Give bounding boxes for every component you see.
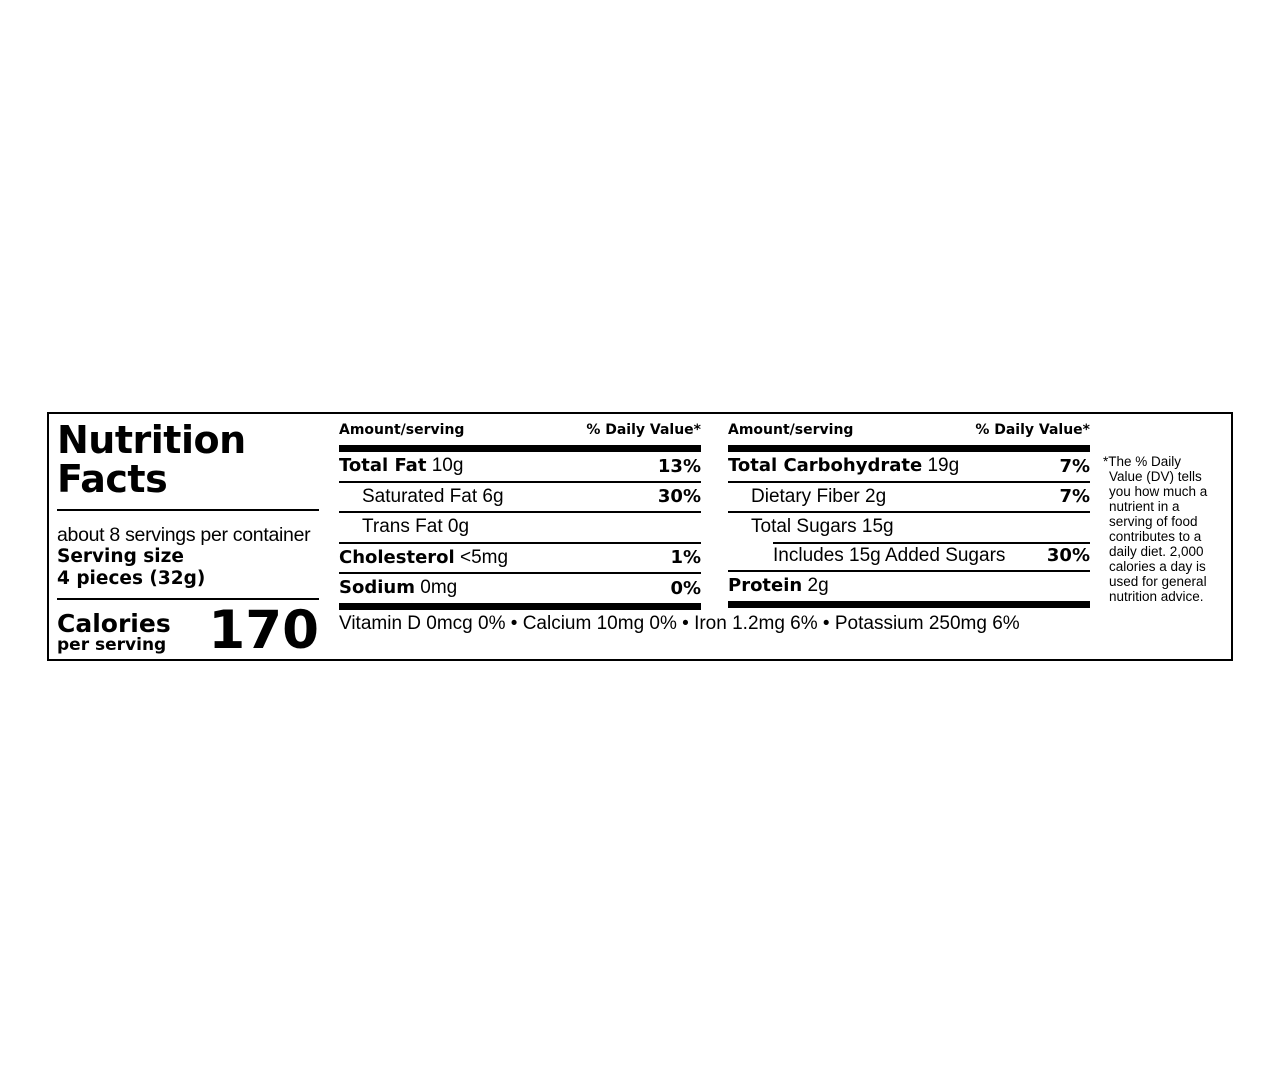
- nutrient-amount: 0g: [447, 516, 470, 538]
- nutrient-amount: 6g: [482, 485, 504, 507]
- column-header: [339, 414, 701, 445]
- nutrient-dv: 1%: [670, 547, 701, 569]
- nutrient-name: Total Carbohydrate: [728, 455, 923, 477]
- nutrient-row-dietary-fiber: [728, 483, 1090, 514]
- footnote-line: you how much a: [1109, 484, 1208, 499]
- nutrient-row-added-sugars: [728, 542, 1090, 573]
- nutrient-dv: 7%: [1059, 455, 1090, 477]
- footnote-line: contributes to a: [1109, 529, 1202, 544]
- serving-size-label: Serving size: [57, 546, 184, 567]
- nutrient-amount: 19g: [927, 455, 960, 477]
- nutrient-name: Total Sugars: [751, 516, 857, 538]
- nutrient-name: Cholesterol: [339, 546, 455, 568]
- nutrient-dv: 0%: [670, 577, 701, 599]
- nutrient-column-1: [339, 414, 701, 610]
- nutrient-name: Sodium: [339, 577, 415, 599]
- title-line-1: Nutrition: [57, 418, 246, 462]
- nutrient-name: Dietary Fiber: [751, 485, 860, 507]
- thick-rule: [728, 601, 1090, 608]
- footnote-line: *The % Daily: [1103, 454, 1182, 469]
- nutrient-row-total-fat: [339, 452, 701, 483]
- footnote-line: calories a day is: [1109, 559, 1206, 574]
- nutrient-dv: 13%: [657, 455, 701, 477]
- nutrient-amount: 15g: [861, 516, 894, 538]
- nutrient-row-saturated-fat: [339, 483, 701, 514]
- footnote-line: daily diet. 2,000: [1109, 544, 1204, 559]
- nutrient-dv: 30%: [657, 486, 701, 508]
- title-line-2: Facts: [57, 457, 168, 501]
- nutrient-amount: 2g: [807, 575, 829, 597]
- amount-serving-header: Amount/serving: [339, 421, 465, 438]
- calories-block: [57, 600, 319, 662]
- nutrient-name: Trans Fat: [362, 516, 443, 538]
- nutrient-amount: 0mg: [420, 577, 458, 599]
- nutrient-column-2: [728, 414, 1090, 608]
- footnote-line: used for general: [1109, 574, 1207, 589]
- divider: [57, 509, 319, 511]
- footnote-line: nutrient in a: [1109, 499, 1180, 514]
- nutrient-row-protein: [728, 572, 1090, 601]
- servings-per-container: about 8 servings per container: [57, 524, 311, 546]
- serving-size-value: 4 pieces (32g): [57, 568, 206, 589]
- daily-value-header: % Daily Value*: [975, 421, 1090, 438]
- daily-value-footnote: [1103, 454, 1231, 604]
- footnote-line: nutrition advice.: [1109, 589, 1204, 604]
- label-left-block: [57, 414, 319, 662]
- nutrient-amount: 10g: [431, 455, 464, 477]
- footnote-line: Value (DV) tells: [1109, 469, 1202, 484]
- thick-rule: [339, 445, 701, 452]
- calories-sub-label: per serving: [57, 635, 167, 655]
- column-header: [728, 414, 1090, 445]
- label-title: [57, 418, 319, 501]
- calories-value: 170: [208, 600, 319, 661]
- nutrient-name: Saturated Fat: [362, 485, 478, 507]
- nutrient-row-total-sugars: [728, 513, 1090, 542]
- thick-rule: [339, 603, 701, 610]
- thick-rule: [728, 445, 1090, 452]
- footnote-line: serving of food: [1109, 514, 1198, 529]
- nutrient-row-trans-fat: [339, 513, 701, 544]
- nutrition-facts-label: [47, 412, 1233, 661]
- nutrient-amount: <5mg: [460, 546, 509, 568]
- calories-label: Calories: [57, 609, 171, 638]
- nutrient-amount: 2g: [865, 485, 887, 507]
- daily-value-header: % Daily Value*: [586, 421, 701, 438]
- nutrient-row-total-carbohydrate: [728, 452, 1090, 483]
- nutrient-name: Protein: [728, 575, 803, 597]
- nutrient-name: Total Fat: [339, 455, 427, 477]
- amount-serving-header: Amount/serving: [728, 421, 854, 438]
- nutrient-name: Includes 15g Added Sugars: [773, 544, 1006, 566]
- nutrient-row-cholesterol: [339, 544, 701, 575]
- nutrient-row-sodium: [339, 574, 701, 603]
- nutrient-dv: 30%: [1046, 545, 1090, 567]
- nutrient-dv: 7%: [1059, 486, 1090, 508]
- vitamins-minerals-line: Vitamin D 0mcg 0% • Calcium 10mg 0% • Iron 1.2mg 6% • Potassium 250mg 6%: [339, 613, 1020, 634]
